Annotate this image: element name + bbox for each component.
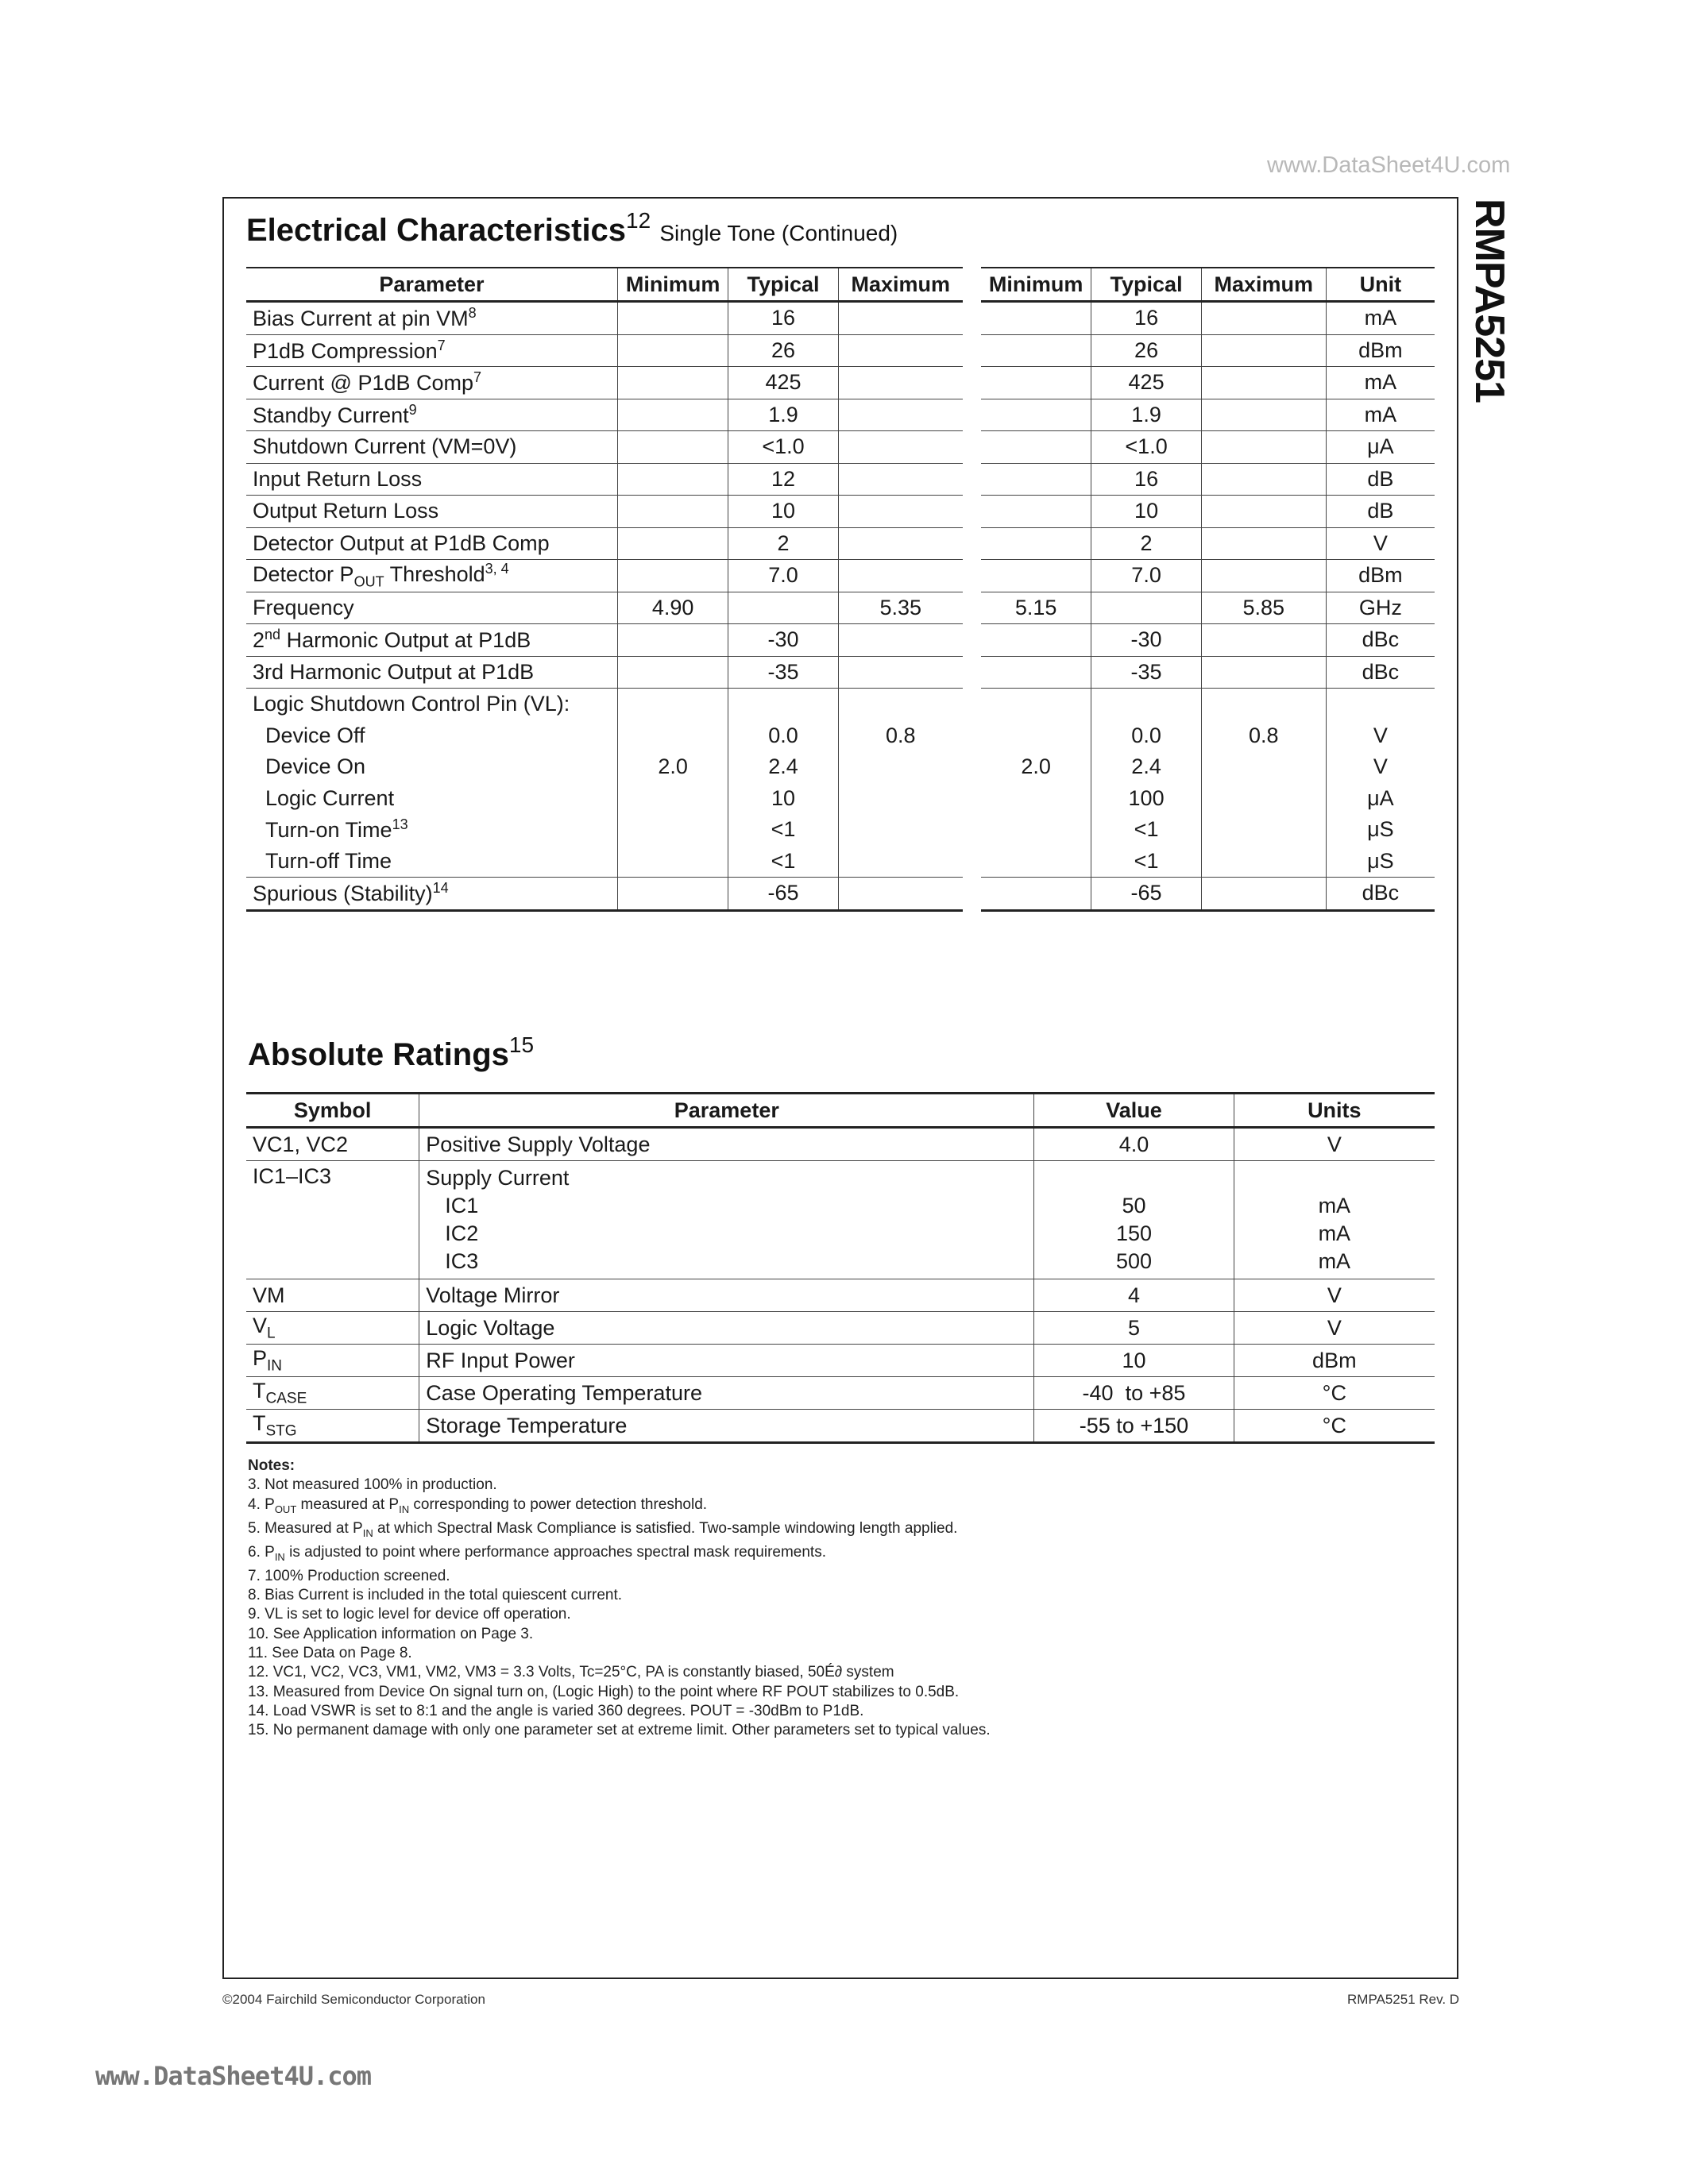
electrical-characteristics-title: [246, 208, 898, 249]
typ2-cell: 425: [1091, 367, 1201, 399]
max2-cell: [1201, 624, 1326, 657]
ec-header-typ2: Typical: [1091, 268, 1201, 302]
typ2-cell: 2: [1091, 527, 1201, 560]
param-cell: Storage Temperature: [419, 1410, 1034, 1443]
min-cell: [617, 302, 728, 335]
table-row: [246, 399, 1435, 431]
ar-header-symbol: Symbol: [246, 1094, 419, 1128]
max2-cell: [1201, 814, 1326, 846]
min2-cell: [981, 334, 1091, 367]
unit-cell: V: [1326, 527, 1435, 560]
typ-cell: [728, 592, 838, 624]
param-cell: 2nd Harmonic Output at P1dB: [246, 624, 617, 657]
unit-cell: V: [1326, 751, 1435, 783]
param-cell: Logic Current: [265, 785, 395, 810]
param-cell: P1dB Compression$^7$: [246, 334, 617, 367]
ec-header-typ: Typical: [728, 268, 838, 302]
ec-header-min2: Minimum: [981, 268, 1091, 302]
max-cell: [838, 302, 962, 335]
typ2-cell: -65: [1091, 878, 1201, 911]
symbol-cell: $T_{CASE}$: [246, 1377, 419, 1410]
param-cell: Device On: [265, 754, 366, 779]
symbol-cell: $T_{STG}$: [246, 1410, 419, 1443]
max-cell: [838, 656, 962, 689]
symbol-cell: $P_{IN}$: [246, 1345, 419, 1377]
note: 8. Bias Current is included in the total quiescent current.: [248, 1587, 623, 1604]
table-row: [246, 1312, 1435, 1345]
min2-cell: 5.15: [981, 592, 1091, 624]
table-row: [246, 656, 1435, 689]
min-cell: [617, 814, 728, 846]
notes-heading: Notes:: [248, 1457, 295, 1474]
min-cell: [617, 399, 728, 431]
min2-cell: 2.0: [1021, 754, 1051, 779]
max2-cell: [1201, 399, 1326, 431]
table-row: [246, 463, 1435, 496]
typ2-cell: 100: [1091, 783, 1201, 815]
typ2-cell: -35: [1091, 656, 1201, 689]
min2-cell: [981, 527, 1091, 560]
param-cell: Shutdown Current (VM=0V): [246, 431, 617, 464]
min2-cell: [981, 846, 1091, 878]
ec-title-text: Electrical Characteristics: [246, 213, 627, 248]
param-cell: Positive Supply Voltage: [419, 1128, 1034, 1161]
typ2-cell: <1: [1091, 814, 1201, 846]
typ2-cell: 7.0: [1091, 560, 1201, 592]
param-cell: Turn-on Time$^{13}$: [265, 816, 408, 843]
min-cell: [617, 878, 728, 911]
min-cell: 4.90: [617, 592, 728, 624]
table-row: [246, 878, 1435, 911]
typ-cell: <1.0: [728, 431, 838, 464]
unit-cell: mA: [1326, 399, 1435, 431]
typ-cell: 10: [728, 783, 838, 815]
max-cell: [838, 367, 962, 399]
units-cell: V: [1234, 1312, 1435, 1345]
min2-cell: [981, 560, 1091, 592]
max-cell: [838, 624, 962, 657]
param-cell: Input Return Loss: [246, 463, 617, 496]
table-row: [246, 431, 1435, 464]
ec-gap: [963, 268, 981, 302]
param-cell: Logic Shutdown Control Pin (VL):: [253, 692, 570, 716]
typ2-cell: [1091, 592, 1201, 624]
typ-cell: <1: [728, 846, 838, 878]
ec-title-sup: 12: [626, 208, 651, 233]
table-row: [246, 496, 1435, 528]
unit-cell: dBc: [1326, 656, 1435, 689]
table-row: [246, 592, 1435, 624]
symbol-cell: IC1–IC3: [246, 1161, 419, 1279]
typ-cell: -65: [728, 878, 838, 911]
typ-cell: 1.9: [728, 399, 838, 431]
table-row: [246, 1377, 1435, 1410]
unit-cell: μS: [1326, 846, 1435, 878]
max2-cell: [1201, 751, 1326, 783]
typ-cell: 10: [728, 496, 838, 528]
unit-cell: dBm: [1326, 334, 1435, 367]
max2-cell: [1201, 846, 1326, 878]
min2-cell: [981, 814, 1091, 846]
table-row: [246, 302, 1435, 335]
value-cell: 50 150 500: [1034, 1161, 1234, 1279]
typ2-cell: 26: [1091, 334, 1201, 367]
min2-cell: [981, 367, 1091, 399]
param-cell: Current @ P1dB Comp$^7$: [246, 367, 617, 399]
unit-cell: dB: [1326, 496, 1435, 528]
note: 12. VC1, VC2, VC3, VM1, VM2, VM3 = 3.3 Volts, Tc=25°C, PA is constantly biased, 50É∂ system: [248, 1664, 894, 1681]
param-cell: 3rd Harmonic Output at P1dB: [246, 656, 617, 689]
units-cell: dBm: [1234, 1345, 1435, 1377]
min2-cell: [981, 783, 1091, 815]
min2-cell: [981, 431, 1091, 464]
unit-cell: dB: [1326, 463, 1435, 496]
max-cell: [838, 783, 962, 815]
max-cell: [838, 496, 962, 528]
typ-cell: 425: [728, 367, 838, 399]
unit-cell: dBc: [1326, 878, 1435, 911]
typ-cell: <1: [728, 814, 838, 846]
typ-cell: 7.0: [728, 560, 838, 592]
typ-cell: -35: [728, 656, 838, 689]
watermark-top: www.DataSheet4U.com: [1267, 152, 1511, 178]
min-cell: [617, 367, 728, 399]
table-row: [246, 1128, 1435, 1161]
table-row: [246, 560, 1435, 592]
value-cell: 10: [1034, 1345, 1234, 1377]
unit-cell: μA: [1326, 431, 1435, 464]
min-cell: [617, 560, 728, 592]
unit-cell: mA: [1326, 302, 1435, 335]
table-row: [246, 624, 1435, 657]
param-cell: Detector Output at P1dB Comp: [246, 527, 617, 560]
max-cell: [838, 751, 962, 783]
min-cell: 2.0: [617, 751, 728, 783]
param-cell: Voltage Mirror: [419, 1279, 1034, 1312]
param-cell: Supply Current IC1 IC2 IC3: [419, 1161, 1034, 1279]
param-cell: Device Off: [265, 723, 365, 747]
table-row: [246, 1161, 1435, 1279]
table-row: [246, 334, 1435, 367]
max-cell: [838, 463, 962, 496]
note: 10. See Application information on Page 3.: [248, 1625, 534, 1642]
param-cell: Bias Current at pin $VM^8$: [246, 302, 617, 335]
min-cell: [617, 624, 728, 657]
min2-cell: [981, 720, 1091, 752]
min2-cell: [981, 463, 1091, 496]
min-cell: [617, 846, 728, 878]
note: 4. $P_{OUT}$ measured at $P_{IN}$ corresponding to power detection threshold.: [248, 1495, 708, 1515]
note: 6. $P_{IN}$ is adjusted to point where performance approaches spectral mask requirements.: [248, 1543, 826, 1563]
typ2-cell: 10: [1091, 496, 1201, 528]
unit-cell: dBc: [1326, 624, 1435, 657]
notes: [248, 1457, 991, 1741]
max2-cell: 5.85: [1201, 592, 1326, 624]
ec-header-max: Maximum: [838, 268, 962, 302]
min-cell: [617, 527, 728, 560]
typ-cell: 16: [728, 302, 838, 335]
min-cell: [617, 656, 728, 689]
note: 15. No permanent damage with only one parameter set at extreme limit. Other parameters set to typical values.: [248, 1722, 991, 1739]
max2-cell: [1201, 334, 1326, 367]
table-row: [246, 846, 1435, 878]
ar-header-parameter: Parameter: [419, 1094, 1034, 1128]
max2-cell: [1201, 783, 1326, 815]
table-row: [246, 783, 1435, 815]
max-cell: [838, 431, 962, 464]
units-cell: mA mA mA: [1234, 1161, 1435, 1279]
max2-cell: 0.8: [1201, 720, 1326, 752]
symbol-cell: VM: [246, 1279, 419, 1312]
note: 5. Measured at $P_{IN}$ at which Spectral Mask Compliance is satisfied. Two-sample windowing length applied.: [248, 1519, 958, 1539]
param-cell: Detector $P_{OUT}$ Threshold$^{3, 4}$: [246, 560, 617, 592]
min-cell: [617, 431, 728, 464]
table-row: [246, 367, 1435, 399]
typ2-cell: <1: [1091, 846, 1201, 878]
max-cell: [838, 560, 962, 592]
ar-title-sup: 15: [508, 1032, 535, 1057]
typ-cell: 12: [728, 463, 838, 496]
table-row: [246, 720, 1435, 752]
typ-cell: 2.4: [728, 751, 838, 783]
max-cell: [838, 814, 962, 846]
value-cell: 4.0: [1034, 1128, 1234, 1161]
note: 13. Measured from Device On signal turn on, (Logic High) to the point where RF POUT stabilizes to 0.5dB.: [248, 1683, 960, 1700]
max-cell: [838, 527, 962, 560]
table-row: [246, 1279, 1435, 1312]
ec-header-row: [246, 268, 1435, 302]
units-cell: °C: [1234, 1377, 1435, 1410]
max-cell: [838, 334, 962, 367]
units-cell: V: [1234, 1128, 1435, 1161]
param-cell: Logic Voltage: [419, 1312, 1034, 1345]
table-row: [246, 751, 1435, 783]
typ2-cell: <1.0: [1091, 431, 1201, 464]
ec-header-max2: Maximum: [1201, 268, 1326, 302]
param-cell: Spurious (Stability)$^{14}$: [246, 878, 617, 911]
max2-cell: [1201, 527, 1326, 560]
unit-cell: μS: [1326, 814, 1435, 846]
unit-cell: mA: [1326, 367, 1435, 399]
unit-cell: dBm: [1326, 560, 1435, 592]
max2-cell: [1201, 302, 1326, 335]
typ-cell: 26: [728, 334, 838, 367]
note: 14. Load VSWR is set to 8:1 and the angle is varied 360 degrees. POUT = -30dBm to P1dB.: [248, 1702, 864, 1719]
min2-cell: [981, 302, 1091, 335]
symbol-cell: VC1, VC2: [246, 1128, 419, 1161]
max-cell: [838, 878, 962, 911]
side-title-text: RMPA5251: [1466, 199, 1512, 403]
param-cell: Turn-off Time: [246, 846, 617, 878]
ec-subtitle: Single Tone (Continued): [659, 221, 898, 245]
units-cell: °C: [1234, 1410, 1435, 1443]
typ-cell: -30: [728, 624, 838, 657]
max2-cell: [1201, 367, 1326, 399]
note: 3. Not measured 100% in production.: [248, 1476, 497, 1494]
min-cell: [617, 463, 728, 496]
value-cell: 4: [1034, 1279, 1234, 1312]
min2-cell: [981, 496, 1091, 528]
value-cell: -55 to +150: [1034, 1410, 1234, 1443]
electrical-characteristics-table: [246, 267, 1435, 912]
typ2-cell: 1.9: [1091, 399, 1201, 431]
footer-copyright: ©2004 Fairchild Semiconductor Corporation: [222, 1992, 485, 2007]
side-title: [1467, 199, 1515, 413]
ar-header-row: [246, 1094, 1435, 1128]
param-cell: Frequency: [246, 592, 617, 624]
unit-cell: GHz: [1326, 592, 1435, 624]
max-cell: [838, 399, 962, 431]
typ2-cell: -30: [1091, 624, 1201, 657]
max-cell: 0.8: [838, 720, 962, 752]
absolute-ratings-table: [246, 1092, 1435, 1444]
typ-cell: 0.0: [728, 720, 838, 752]
max2-cell: [1201, 560, 1326, 592]
watermark-bottom: www.DataSheet4U.com: [95, 2061, 372, 2091]
ec-header-unit: Unit: [1326, 268, 1435, 302]
param-cell: Standby Current$^9$: [246, 399, 617, 431]
ar-header-value: Value: [1034, 1094, 1234, 1128]
note: 9. VL is set to logic level for device off operation.: [248, 1606, 571, 1623]
absolute-ratings-title: [248, 1032, 535, 1073]
min-cell: [617, 334, 728, 367]
max2-cell: [1201, 463, 1326, 496]
note: 7. 100% Production screened.: [248, 1567, 450, 1584]
table-row: [246, 814, 1435, 846]
max2-cell: [1201, 496, 1326, 528]
footer-revision: RMPA5251 Rev. D: [1347, 1992, 1460, 2007]
value-cell: 5: [1034, 1312, 1234, 1345]
typ2-cell: 16: [1091, 302, 1201, 335]
param-cell: RF Input Power: [419, 1345, 1034, 1377]
typ2-cell: 2.4: [1091, 751, 1201, 783]
symbol-cell: $V_L$: [246, 1312, 419, 1345]
max-cell: [838, 846, 962, 878]
max2-cell: [1201, 878, 1326, 911]
min2-cell: [981, 656, 1091, 689]
min2-cell: [981, 878, 1091, 911]
note: 11. See Data on Page 8.: [248, 1645, 412, 1662]
unit-cell: μA: [1326, 783, 1435, 815]
min2-cell: [981, 399, 1091, 431]
param-cell: Case Operating Temperature: [419, 1377, 1034, 1410]
unit-cell: V: [1326, 720, 1435, 752]
min-cell: [617, 783, 728, 815]
ar-header-units: Units: [1234, 1094, 1435, 1128]
ec-header-min: Minimum: [617, 268, 728, 302]
units-cell: V: [1234, 1279, 1435, 1312]
typ2-cell: 16: [1091, 463, 1201, 496]
table-row: [246, 527, 1435, 560]
table-row: [246, 689, 1435, 720]
ec-header-parameter: Parameter: [246, 268, 617, 302]
table-row: [246, 1410, 1435, 1443]
min2-cell: [981, 624, 1091, 657]
max2-cell: [1201, 431, 1326, 464]
param-cell: Output Return Loss: [246, 496, 617, 528]
max2-cell: [1201, 656, 1326, 689]
value-cell: -40 to +85: [1034, 1377, 1234, 1410]
typ-cell: 2: [728, 527, 838, 560]
ar-title-text: Absolute Ratings: [248, 1037, 509, 1072]
typ2-cell: 0.0: [1091, 720, 1201, 752]
min-cell: [617, 720, 728, 752]
max-cell: 5.35: [838, 592, 962, 624]
table-row: [246, 1345, 1435, 1377]
min-cell: [617, 496, 728, 528]
